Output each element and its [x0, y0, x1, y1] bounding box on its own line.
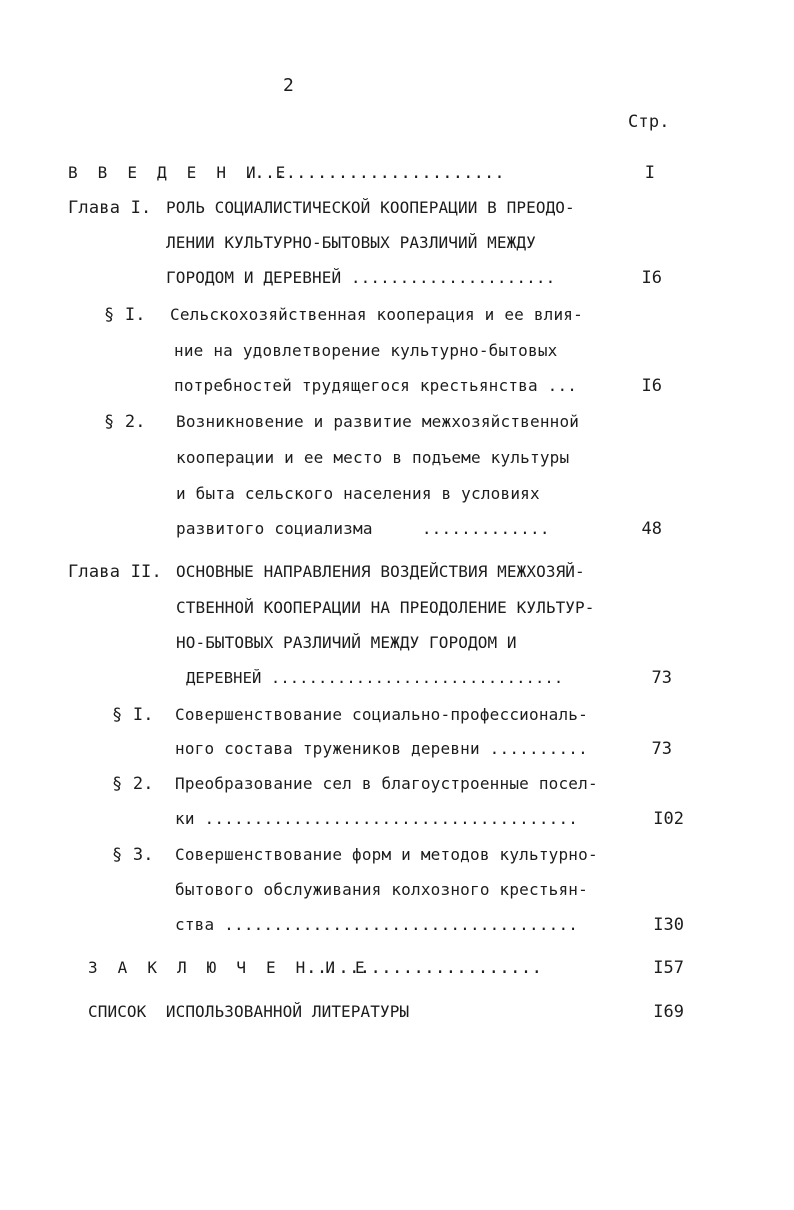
page-header: Стр. — [628, 112, 670, 132]
toc-section-2-1-prefix: § I. — [112, 705, 154, 725]
toc-section-1-1-line-1: Сельскохозяйственная кооперация и ее влия- — [170, 305, 583, 324]
toc-intro-page: I — [644, 163, 655, 183]
toc-section-1-2-line-2: кооперации и ее место в подъеме культуры — [176, 448, 570, 467]
toc-conclusion-page: I57 — [653, 958, 684, 978]
toc-chapter-2-line-3: НО-БЫТОВЫХ РАЗЛИЧИЙ МЕЖДУ ГОРОДОМ И — [176, 633, 517, 652]
toc-chapter-2-line-1: ОСНОВНЫЕ НАПРАВЛЕНИЯ ВОЗДЕЙСТВИЯ МЕЖХОЗЯЙ- — [176, 562, 585, 581]
toc-chapter-1-prefix: Глава I. — [68, 198, 152, 218]
page-number: 2 — [283, 75, 295, 96]
toc-section-2-2-line-1: Преобразование сел в благоустроенные посел- — [175, 774, 598, 793]
toc-section-1-1-prefix: § I. — [104, 305, 146, 325]
toc-section-2-1-page: 73 — [651, 739, 672, 759]
toc-chapter-2-page: 73 — [651, 668, 672, 688]
toc-chapter-2-line-4: ДЕРЕВНЕЙ ............................... — [186, 669, 564, 687]
toc-chapter-1-line-3: ГОРОДОМ И ДЕРЕВНЕЙ ..................... — [166, 268, 556, 287]
toc-section-1-1-line-2: ние на удовлетворение культурно-бытовых — [174, 341, 558, 360]
toc-section-2-3-line-1: Совершенствование форм и методов культурно- — [175, 845, 598, 864]
toc-section-2-3-page: I30 — [653, 915, 684, 935]
toc-section-2-1-line-1: Совершенствование социально-профессиональ- — [175, 705, 588, 724]
toc-chapter-1-page: I6 — [641, 268, 662, 288]
toc-section-1-2-prefix: § 2. — [104, 412, 146, 432]
toc-conclusion-label: З А К Л Ю Ч Е Н И Е — [88, 958, 370, 977]
toc-section-1-2-page: 48 — [641, 519, 662, 539]
toc-bibliography-label: СПИСОК ИСПОЛЬЗОВАННОЙ ЛИТЕРАТУРЫ — [88, 1002, 410, 1021]
toc-section-1-2-line-1: Возникновение и развитие межхозяйственной — [176, 412, 580, 431]
toc-intro-dots: ......................... — [244, 163, 505, 183]
toc-section-2-2-prefix: § 2. — [112, 774, 154, 794]
toc-chapter-2-line-2: СТВЕННОЙ КООПЕРАЦИИ НА ПРЕОДОЛЕНИЕ КУЛЬТУР- — [176, 598, 595, 617]
toc-section-1-1-line-3: потребностей трудящегося крестьянства ... — [174, 376, 578, 395]
toc-section-2-3-line-3: ства .................................... — [175, 915, 579, 934]
toc-section-2-2-page: I02 — [653, 809, 684, 829]
toc-section-2-2-line-2: ки ...................................... — [175, 809, 579, 828]
toc-section-1-2-line-3: и быта сельского населения в условиях — [176, 484, 540, 503]
toc-intro-label: В В Е Д Е Н И Е — [68, 163, 291, 182]
toc-chapter-2-prefix: Глава II. — [68, 562, 162, 582]
toc-section-2-1-line-2: ного состава тружеников деревни .......... — [175, 739, 588, 758]
toc-section-2-3-prefix: § 3. — [112, 845, 154, 865]
toc-bibliography-page: I69 — [653, 1002, 684, 1022]
toc-section-1-2-line-4: развитого социализма ............. — [176, 519, 550, 538]
toc-chapter-1-line-2: ЛЕНИИ КУЛЬТУРНО-БЫТОВЫХ РАЗЛИЧИЙ МЕЖДУ — [166, 233, 536, 252]
toc-chapter-1-line-1: РОЛЬ СОЦИАЛИСТИЧЕСКОЙ КООПЕРАЦИИ В ПРЕОДО- — [166, 198, 575, 217]
toc-conclusion-dots: ...................... — [306, 958, 543, 978]
toc-section-1-1-page: I6 — [641, 376, 662, 396]
toc-section-2-3-line-2: бытового обслуживания колхозного крестьян- — [175, 880, 588, 899]
